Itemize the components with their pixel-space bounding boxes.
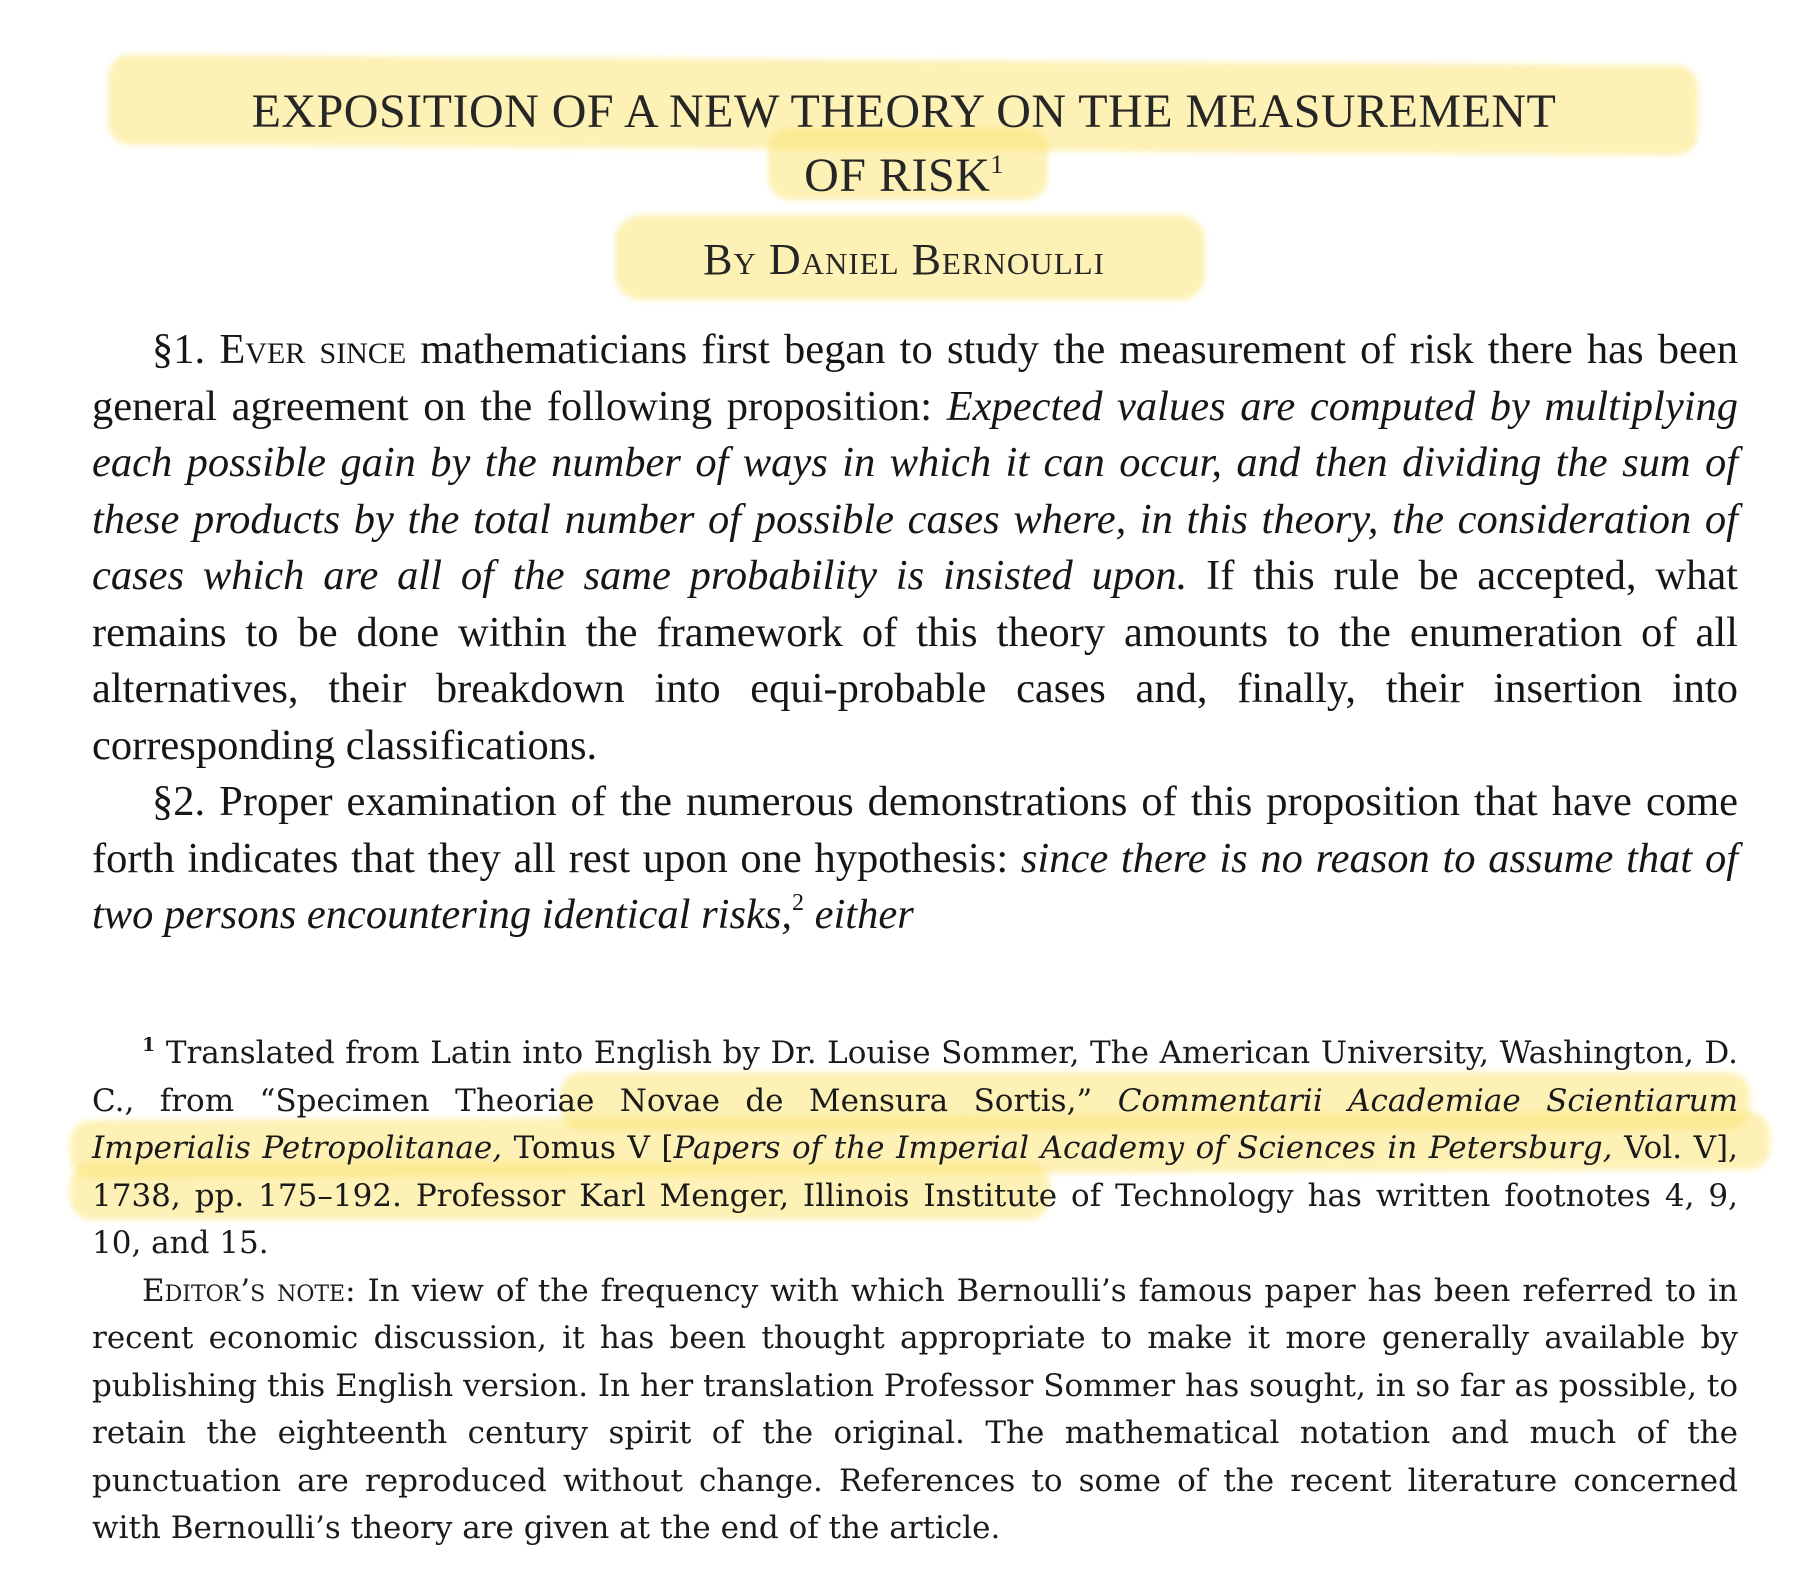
title-line-2 [0, 144, 1808, 208]
section-1-italic: Expected values are computed by multiplying each possible gain by the number of ways in which it can occur, and then dividing the sum of these products by the total number of possible cases where, in this theory, the consideration of cases which are all of the same probability is insisted upon. [92, 382, 1739, 599]
section-2-italic: since there is no reason to assume that of two persons encountering identical risks, [92, 834, 1739, 938]
section-2-text-a: §2. Proper examination of the numerous demonstrations of this proposition that have come forth indicates that they all rest upon one hypothesis: [92, 778, 1738, 882]
footnote-1-italic-a: Commentarii Academiae Scientiarum Imperialis Petropolitanae, [92, 1082, 1738, 1166]
footnote-1-text-a: Translated from Latin into English by Dr. Louise Sommer, The American University, Washington, D. C., from “Specimen Theoriae Novae de Mensura Sortis,” [92, 1035, 1738, 1119]
title-line-1: EXPOSITION OF A NEW THEORY ON THE MEASUREMENT [251, 85, 1557, 138]
paper-title [0, 80, 1808, 208]
section-1-lead: §1. Ever since [152, 326, 407, 373]
section-2-italic-end: either [804, 891, 914, 938]
title-line-2-text: OF RISK [804, 149, 991, 202]
section-2-footnote-mark[interactable]: 2 [792, 890, 805, 916]
section-2-paragraph [92, 774, 1738, 944]
footnotes [92, 1030, 1738, 1553]
body-text [92, 322, 1738, 944]
footnote-1-text-c: Vol. V], 1738, pp. 175–192. Professor Karl Menger, Illinois Institute of Technology has written footnotes 4, 9, 10, and 15. [92, 1130, 1738, 1261]
editors-note-text: In view of the frequency with which Bernoulli’s famous paper has been referred to in recent economic discussion, it has been thought appropriate to make it more generally available by publishing this English version. In her translation Professor Sommer has sought, in so far as possible, to retain the eighteenth century spirit of the original. The mathematical notation and much of the punctuation are reproduced without change. References to some of the recent literature concerned with Bernoulli’s theory are given at the end of the article. [92, 1272, 1738, 1546]
footnote-1-text-b: Tomus V [ [502, 1130, 674, 1166]
editors-note [92, 1268, 1738, 1553]
section-1-text-a: mathematicians first began to study the measurement of risk there has been general agreement on the following proposition: [92, 326, 1738, 430]
footnote-1 [92, 1030, 1738, 1268]
footnote-1-italic-b: Papers of the Imperial Academy of Sciences in Petersburg, [673, 1130, 1613, 1166]
editors-note-label: Editor’s note: [142, 1272, 356, 1309]
section-1-paragraph [92, 322, 1738, 774]
author-byline: By Daniel Bernoulli [703, 235, 1105, 284]
footnote-1-mark: 1 [142, 1034, 156, 1056]
title-footnote-mark[interactable]: 1 [990, 150, 1004, 179]
section-1-text-b: If this rule be accepted, what remains to be done within the framework of this theory amounts to the enumeration of all alternatives, their breakdown into equi-probable cases and, finally, their insertion into corresponding classifications. [92, 552, 1738, 769]
